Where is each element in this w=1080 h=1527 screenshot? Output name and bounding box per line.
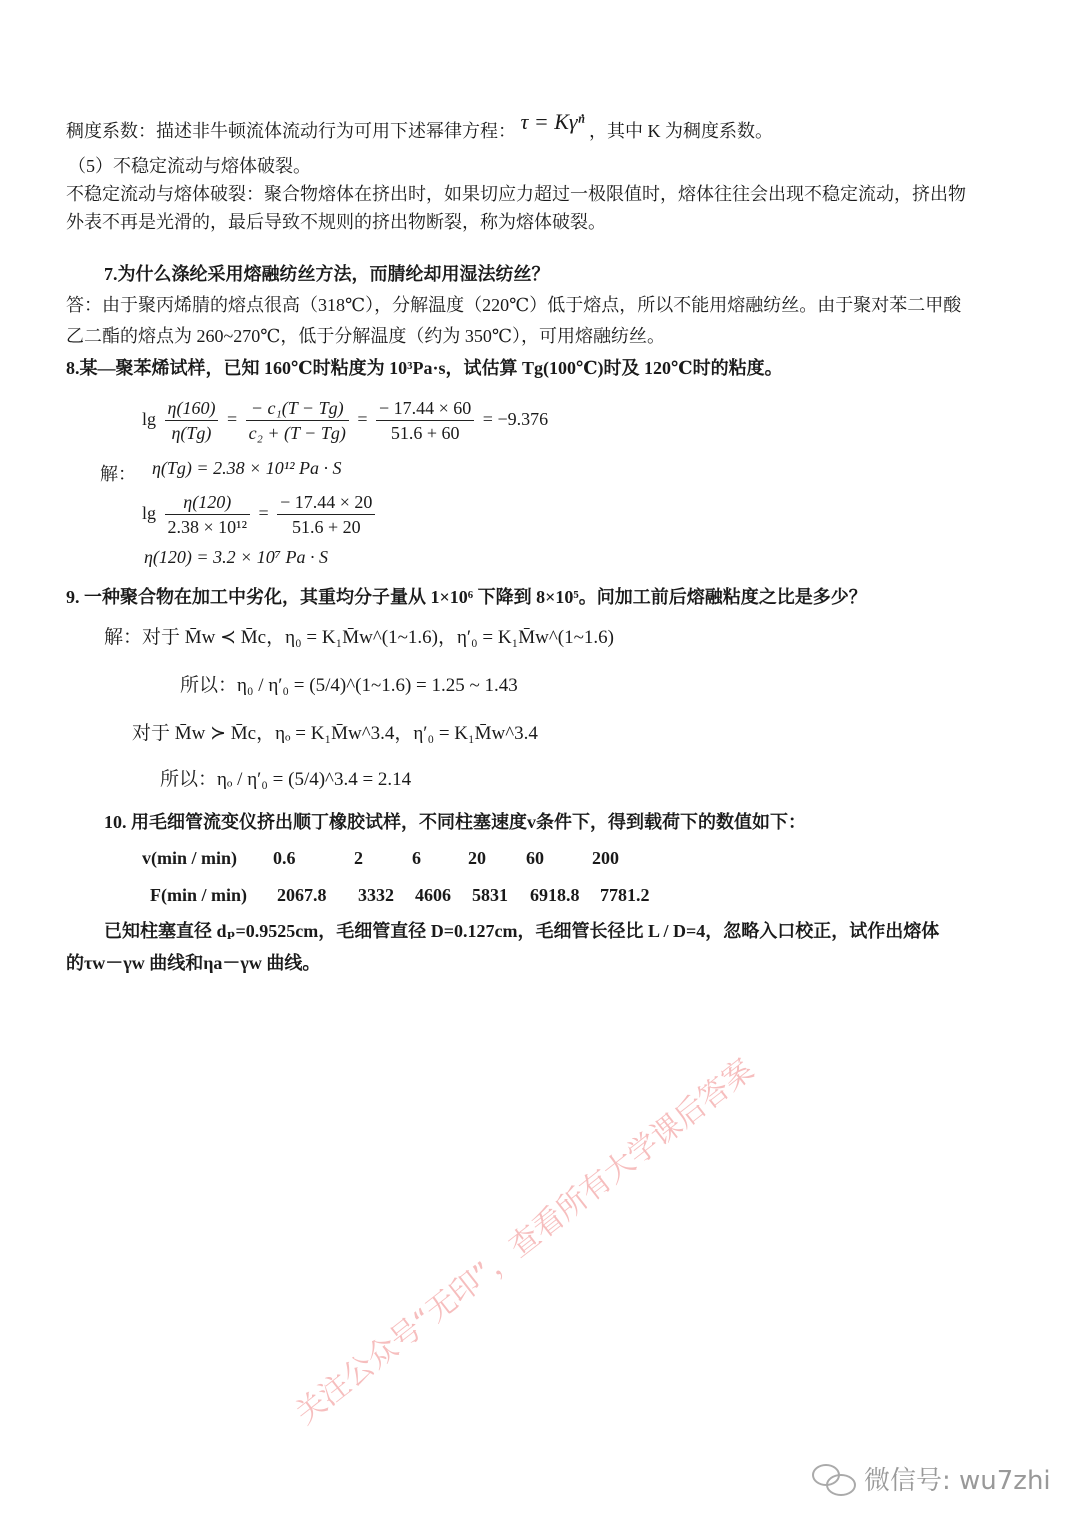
cell: 0.6 xyxy=(273,848,296,868)
denominator: 51.6 + 20 xyxy=(291,517,361,538)
cell: 200 xyxy=(592,848,619,868)
cell: 3332 xyxy=(358,885,394,905)
cell: 5831 xyxy=(472,885,508,905)
cell: 2067.8 xyxy=(277,885,327,905)
q9-line2: 所以：η₀ / η′₀ = (5/4)^(1~1.6) = 1.25 ~ 1.43 xyxy=(180,675,518,696)
consistency-definition xyxy=(66,109,773,142)
table-row-v xyxy=(142,847,619,869)
q7-answer-line1: 答：由于聚丙烯腈的熔点很高（318℃），分解温度（220℃）低于熔点，所以不能用熔融纺丝。由于聚对苯二甲酸 xyxy=(66,295,962,315)
q8-eq1: lg $\frac{\eta(160)}{\eta(Tg)}$ = $\frac{\text{− c₁(T − Tg)}}{\text{c₂ + (T − Tg)}}$ = $\frac{- 17.44 \times 60}{51.6 + 60}$ = −9.376 xyxy=(142,398,549,444)
cell: 7781.2 xyxy=(600,885,650,905)
table-row-f xyxy=(150,884,650,906)
q9-question: 9. 一种聚合物在加工中劣化，其重均分子量从 1×10⁶ 下降到 8×10⁵。问加工前后熔融粘度之比是多少？ xyxy=(66,587,867,607)
q8-eq3: lg $\frac{\eta(120)}{\text{2.38 × 10¹²}}$ = $\frac{- 17.44 \times 20}{51.6 + 20}$ xyxy=(142,488,379,539)
text: ，其中 K 为稠度系数。 xyxy=(589,121,773,141)
watermark: 关注公众号“无印”，查看所有大学课后答案 xyxy=(288,1052,761,1432)
denominator: 2.38 × 10¹² xyxy=(167,517,247,538)
denominator: c₂ + (T − Tg) xyxy=(248,423,346,444)
fraction xyxy=(376,396,474,445)
denominator: η(Tg) xyxy=(171,423,212,444)
q10-given-line1: 已知柱塞直径 dₚ=0.9525cm，毛细管直径 D=0.127cm，毛细管长径比 L / D=4，忽略入口校正，试作出熔体 xyxy=(104,921,940,941)
lg: lg xyxy=(142,409,157,429)
q8-eq2: η(Tg) = 2.38 × 10¹² Pa · S xyxy=(152,458,342,478)
cell: 6 xyxy=(412,848,421,868)
q9-line3: 对于 M̄w ≻ M̄c，ηₒ = K₁M̄w^3.4，η′₀ = K₁M̄w^3.4 xyxy=(132,723,538,744)
text: 稠度系数：描述非牛顿流体流动行为可用下述幂律方程： xyxy=(66,121,516,141)
wechat-label: 微信号: wu7zhi xyxy=(864,1466,1051,1496)
q10-question: 10. 用毛细管流变仪挤出顺丁橡胶试样，不同柱塞速度v条件下，得到载荷下的数值如下： xyxy=(104,812,806,832)
q10-given-line2: 的τw－γw 曲线和ηa－γw 曲线。 xyxy=(66,953,321,973)
fraction xyxy=(165,490,250,539)
fraction xyxy=(246,396,349,445)
cell: 6918.8 xyxy=(530,885,580,905)
numerator: η(120) xyxy=(165,490,250,515)
cell: 60 xyxy=(526,848,544,868)
result: = −9.376 xyxy=(482,409,549,429)
item5-line2: 外表不再是光滑的，最后导致不规则的挤出物断裂，称为熔体破裂。 xyxy=(66,212,606,232)
power-law-formula: τ = Kγ̇ⁿ xyxy=(520,109,585,134)
fraction xyxy=(165,396,219,445)
denominator: 51.6 + 60 xyxy=(390,423,460,444)
cell: 2 xyxy=(354,848,363,868)
row-label: F(min / min) xyxy=(150,885,247,905)
q7-question: 7.为什么涤纶采用熔融纺丝方法，而腈纶却用湿法纺丝？ xyxy=(104,264,550,284)
numerator: − c₁(T − Tg) xyxy=(246,396,349,421)
cell: 20 xyxy=(468,848,486,868)
q8-question: 8.某—聚苯烯试样，已知 160℃时粘度为 10³Pa·s，试估算 Tg(100℃)时及 120℃时的粘度。 xyxy=(66,358,783,378)
footer-wechat-id xyxy=(812,1460,1051,1497)
fraction xyxy=(277,490,375,539)
numerator: η(160) xyxy=(165,396,219,421)
item5-line1: 不稳定流动与熔体破裂：聚合物熔体在挤出时，如果切应力超过一极限值时，熔体往往会出现不稳定流动，挤出物 xyxy=(66,184,966,204)
cell: 4606 xyxy=(415,885,451,905)
solution-label: 解： xyxy=(100,464,136,484)
lg: lg xyxy=(142,503,157,523)
row-label: v(min / min) xyxy=(142,848,238,868)
q9-line1: 解：对于 M̄w ≺ M̄c，η₀ = K₁M̄w^(1~1.6)，η′₀ = K₁M̄w^(1~1.6) xyxy=(104,627,614,648)
q7-answer-line2: 乙二酯的熔点为 260~270℃，低于分解温度（约为 350℃），可用熔融纺丝。 xyxy=(66,326,666,346)
q9-line4: 所以：ηₒ / η′₀ = (5/4)^3.4 = 2.14 xyxy=(160,769,412,790)
q8-eq4: η(120) = 3.2 × 10⁷ Pa · S xyxy=(144,547,328,567)
item5-heading: （5）不稳定流动与熔体破裂。 xyxy=(68,156,311,176)
wechat-icon xyxy=(812,1464,856,1494)
numerator: − 17.44 × 60 xyxy=(376,396,474,421)
numerator: − 17.44 × 20 xyxy=(277,490,375,515)
